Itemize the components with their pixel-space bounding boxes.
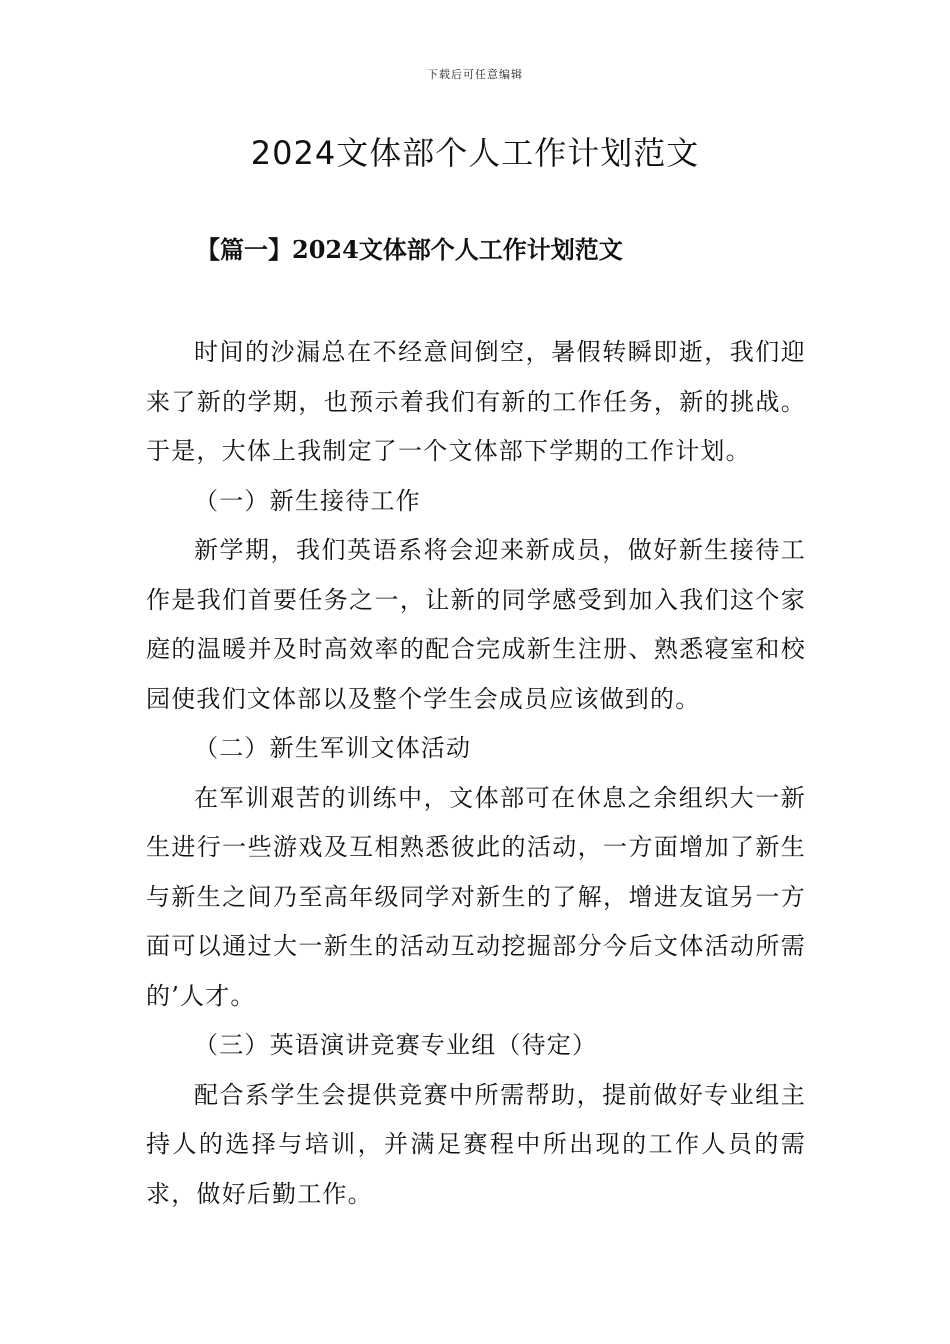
paragraph-speech-contest: 配合系学生会提供竞赛中所需帮助，提前做好专业组主持人的选择与培训，并满足赛程中所出现的工作人员的需求，做好后勤工作。 (146, 1080, 806, 1208)
header-note: 下载后可任意编辑 (427, 68, 523, 81)
paragraph-new-student-reception: 新学期，我们英语系将会迎来新成员，做好新生接待工作是我们首要任务之一，让新的同学感受到加入我们这个家庭的温暖并及时高效率的配合完成新生注册、熟悉寝室和校园使我们文体部以及整个学生会成员应该做到的。 (146, 536, 806, 713)
paragraph-intro: 时间的沙漏总在不经意间倒空，暑假转瞬即逝，我们迎来了新的学期，也预示着我们有新的工作任务，新的挑战。于是，大体上我制定了一个文体部下学期的工作计划。 (146, 338, 806, 465)
section-heading: 【篇一】2024文体部个人工作计划范文 (196, 235, 623, 264)
paragraph-military-training-activities: 在军训艰苦的训练中，文体部可在休息之余组织大一新生进行一些游戏及互相熟悉彼此的活动，一方面增加了新生与新生之间乃至高年级同学对新生的了解，增进友谊另一方面可以通过大一新生的活动互动挖掘部分今后文体活动所需的’人才。 (146, 783, 806, 1010)
subheading-speech-contest: （三）英语演讲竞赛专业组（待定） (194, 1031, 598, 1059)
subheading-new-student-reception: （一）新生接待工作 (194, 486, 421, 515)
document-title: 2024文体部个人工作计划范文 (250, 134, 700, 172)
document-body (146, 328, 806, 1219)
subheading-military-training-activities: （二）新生军训文体活动 (194, 734, 472, 762)
